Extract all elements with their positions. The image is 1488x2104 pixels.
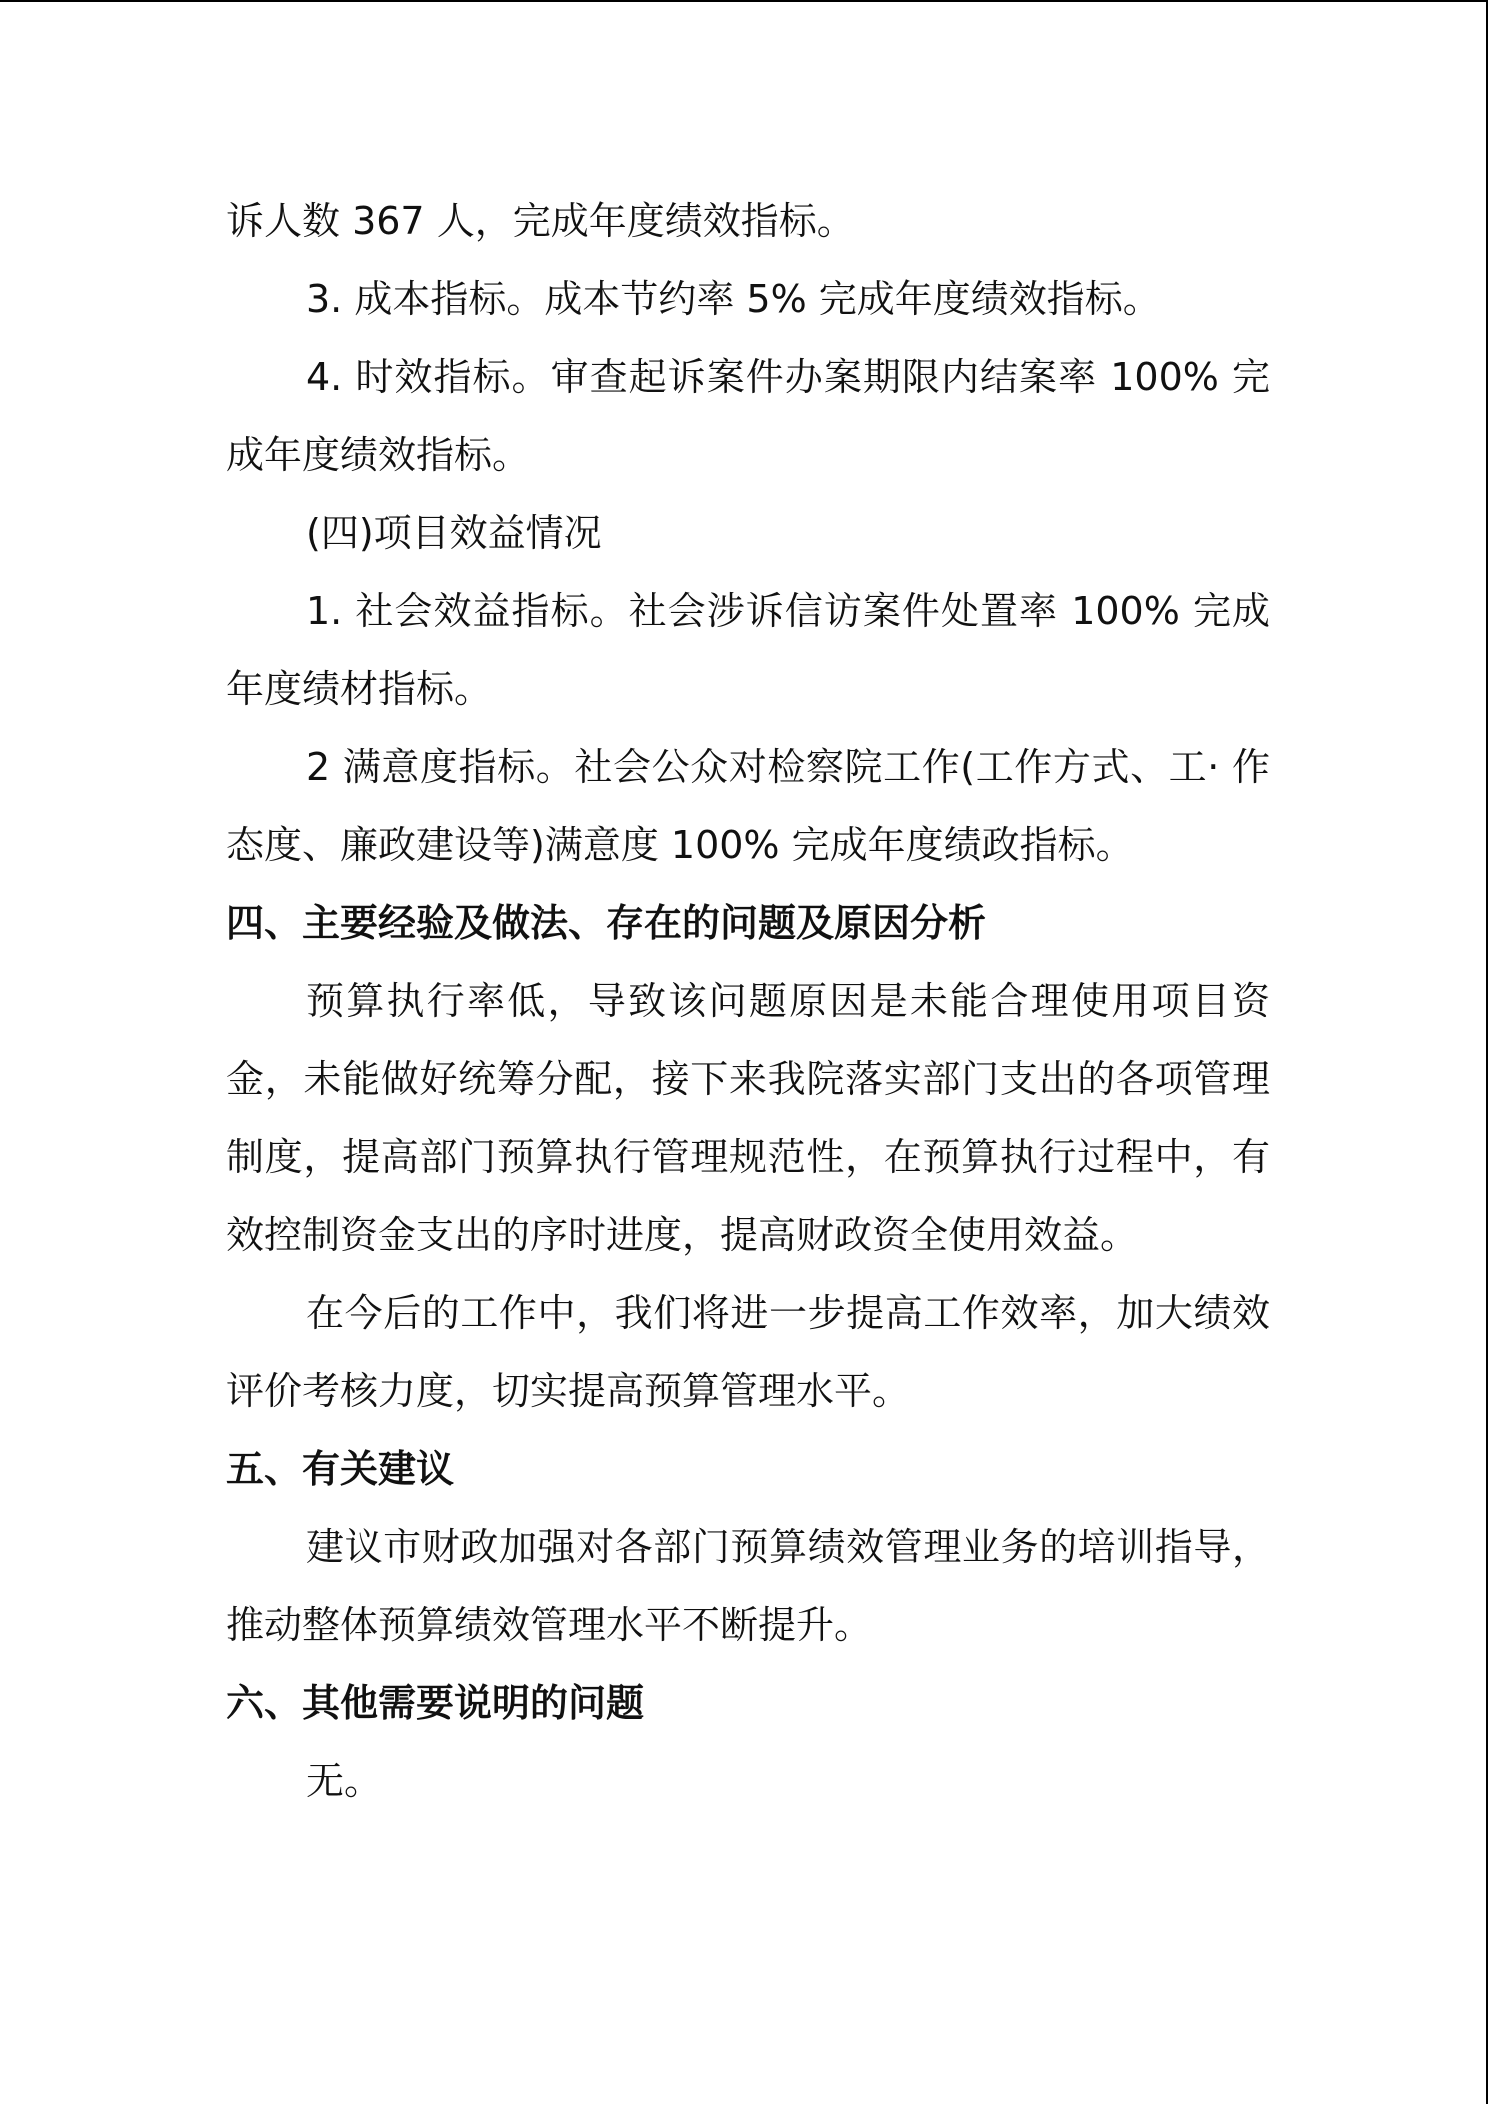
paragraph-future-work: 在今后的工作中，我们将进一步提高工作效率，加大绩效评价考核力度，切实提高预算管理水平。 [226, 1291, 1270, 1413]
paragraph-complaint-count: 诉人数 367 人，完成年度绩效指标。 [226, 199, 855, 243]
paragraph-budget-execution: 预算执行率低，导致该问题原因是未能合理使用项目资金，未能做好统筹分配，接下来我院落实部门支出的各项管理制度，提高部门预算执行管理规范性，在预算执行过程中，有效控制资金支出的序时进度，提高财政资全使用效益。 [226, 979, 1270, 1257]
paragraph-cost-indicator: 3. 成本指标。成本节约率 5% 完成年度绩效指标。 [306, 277, 1161, 321]
paragraph-satisfaction-indicator: 2 满意度指标。社会公众对检察院工作(工作方式、工· 作态度、廉政建设等)满意度 100% 完成年度绩政指标。 [226, 745, 1270, 867]
paragraph-timeliness-indicator: 4. 时效指标。审查起诉案件办案期限内结案率 100% 完成年度绩效指标。 [226, 355, 1270, 477]
paragraph-suggestion: 建议市财政加强对各部门预算绩效管理业务的培训指导，推动整体预算绩效管理水平不断提升。 [226, 1525, 1270, 1647]
section-heading-other-issues: 六、其他需要说明的问题 [226, 1681, 645, 1725]
paragraph-none: 无。 [306, 1759, 383, 1803]
section-heading-suggestions: 五、有关建议 [226, 1447, 455, 1491]
document-body [226, 182, 1270, 1820]
paragraph-social-benefit-indicator: 1. 社会效益指标。社会涉诉信访案件处置率 100% 完成年度绩材指标。 [226, 589, 1270, 711]
section-heading-experience-issues: 四、主要经验及做法、存在的问题及原因分析 [226, 901, 987, 945]
subheading-project-benefits: (四)项目效益情况 [306, 511, 602, 555]
